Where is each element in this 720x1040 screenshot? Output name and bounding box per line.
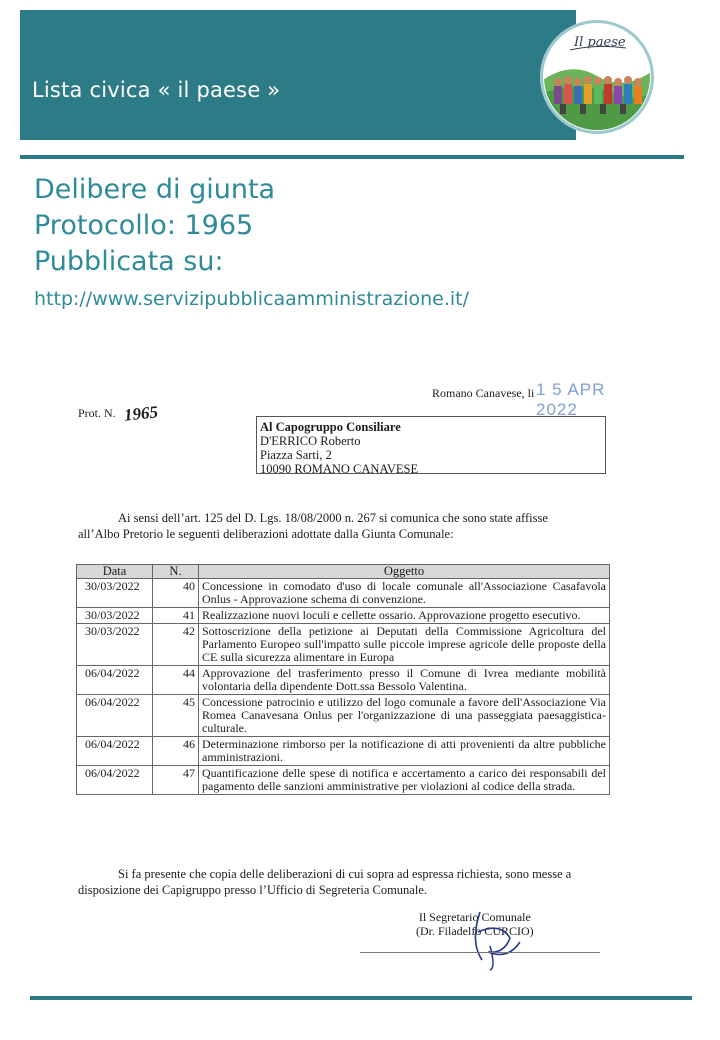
headline-title: Delibere di giunta xyxy=(34,174,276,205)
cell-date: 30/03/2022 xyxy=(77,624,153,666)
signer-name: (Dr. Filadelfo CURCIO) xyxy=(416,924,534,938)
table-row xyxy=(77,624,610,666)
column-header-number: N. xyxy=(153,565,199,579)
table-row xyxy=(77,737,610,766)
cell-subject: Concessione patrocinio e utilizzo del logo comunale a favore dell'Associazione Via Romea Canavesana Onlus per l'organizzazione di una passeggiata paesaggistica-culturale. xyxy=(199,695,610,737)
recipient-title: Al Capogruppo Consiliare xyxy=(260,420,401,434)
footer-divider xyxy=(30,996,692,1000)
header-banner xyxy=(20,10,576,140)
place-date: Romano Canavese, li xyxy=(432,386,535,400)
banner-title: Lista civica « il paese » xyxy=(32,78,281,102)
cell-number: 47 xyxy=(153,766,199,795)
recipient-city: 10090 ROMANO CANAVESE xyxy=(260,462,419,476)
recipient-name: D'ERRICO Roberto xyxy=(260,434,361,448)
protocol-label: Prot. N. xyxy=(78,406,116,420)
cell-number: 42 xyxy=(153,624,199,666)
intro-paragraph xyxy=(78,510,608,542)
cell-subject: Quantificazione delle spese di notifica e accertamento a carico dei responsabili del pagamento delle sanzioni amministrative per violazioni al codice della strada. xyxy=(199,766,610,795)
cell-date: 06/04/2022 xyxy=(77,766,153,795)
cell-date: 06/04/2022 xyxy=(77,737,153,766)
table-row xyxy=(77,695,610,737)
table-header-row xyxy=(77,565,610,579)
header-divider xyxy=(20,155,684,159)
cell-subject: Approvazione del trasferimento presso il Comune di Ivrea mediante mobilità volontaria della dipendente Dott.ssa Bessolo Valentina. xyxy=(199,666,610,695)
table-row xyxy=(77,608,610,624)
cell-subject: Concessione in comodato d'uso di locale comunale all'Associazione Casafavola Onlus - Approvazione schema di convenzione. xyxy=(199,579,610,608)
signer-role: Il Segretario Comunale xyxy=(418,910,531,924)
cell-subject: Sottoscrizione della petizione ai Deputati della Commissione Agricoltura del Parlamento Europeo sull'impatto sulle piccole imprese agricole delle proposte della CE sulla sicurezza alimentare in Europa xyxy=(199,624,610,666)
logo xyxy=(540,20,654,134)
intro-line-2: all’Albo Pretorio le seguenti deliberazioni adottate dalla Giunta Comunale: xyxy=(78,527,454,541)
cell-subject: Realizzazione nuovi loculi e cellette ossario. Approvazione progetto esecutivo. xyxy=(199,608,610,624)
closing-line-2: disposizione dei Capigruppo presso l’Ufficio di Segreteria Comunale. xyxy=(78,883,427,897)
deliberations-table xyxy=(76,564,610,795)
headline-protocol: Protocollo: 1965 xyxy=(34,210,254,241)
publication-url[interactable]: http://www.servizipubblicaamministrazione.it/ xyxy=(34,288,470,310)
signature-line xyxy=(360,952,600,953)
cell-number: 45 xyxy=(153,695,199,737)
cell-date: 06/04/2022 xyxy=(77,666,153,695)
recipient-box xyxy=(256,416,606,474)
cell-date: 30/03/2022 xyxy=(77,579,153,608)
headline-published: Pubblicata su: xyxy=(34,246,224,277)
cell-date: 30/03/2022 xyxy=(77,608,153,624)
handwritten-signature xyxy=(460,902,530,972)
closing-line-1: Si fa presente che copia delle deliberazioni di cui sopra ad espressa richiesta, sono messe a xyxy=(118,867,572,881)
table-row xyxy=(77,666,610,695)
cell-subject: Determinazione rimborso per la notificazione di atti provenienti da altre pubbliche amministrazioni. xyxy=(199,737,610,766)
cell-number: 44 xyxy=(153,666,199,695)
intro-line-1: Ai sensi dell’art. 125 del D. Lgs. 18/08/2000 n. 267 si comunica che sono state affisse xyxy=(118,511,548,525)
table-row xyxy=(77,766,610,795)
protocol-number: 1965 xyxy=(123,402,159,425)
logo-image xyxy=(540,20,654,134)
headline-block xyxy=(34,172,469,312)
date-stamp: 1 5 APR 2022 xyxy=(536,380,606,419)
closing-paragraph xyxy=(78,866,608,898)
cell-number: 41 xyxy=(153,608,199,624)
cell-number: 40 xyxy=(153,579,199,608)
column-header-oggetto: Oggetto xyxy=(199,565,610,579)
cell-date: 06/04/2022 xyxy=(77,695,153,737)
column-header-data: Data xyxy=(77,565,153,579)
scanned-document xyxy=(70,380,650,980)
table-row xyxy=(77,579,610,608)
recipient-address: Piazza Sarti, 2 xyxy=(260,448,332,462)
logo-text: Il paese xyxy=(574,35,626,50)
cell-number: 46 xyxy=(153,737,199,766)
